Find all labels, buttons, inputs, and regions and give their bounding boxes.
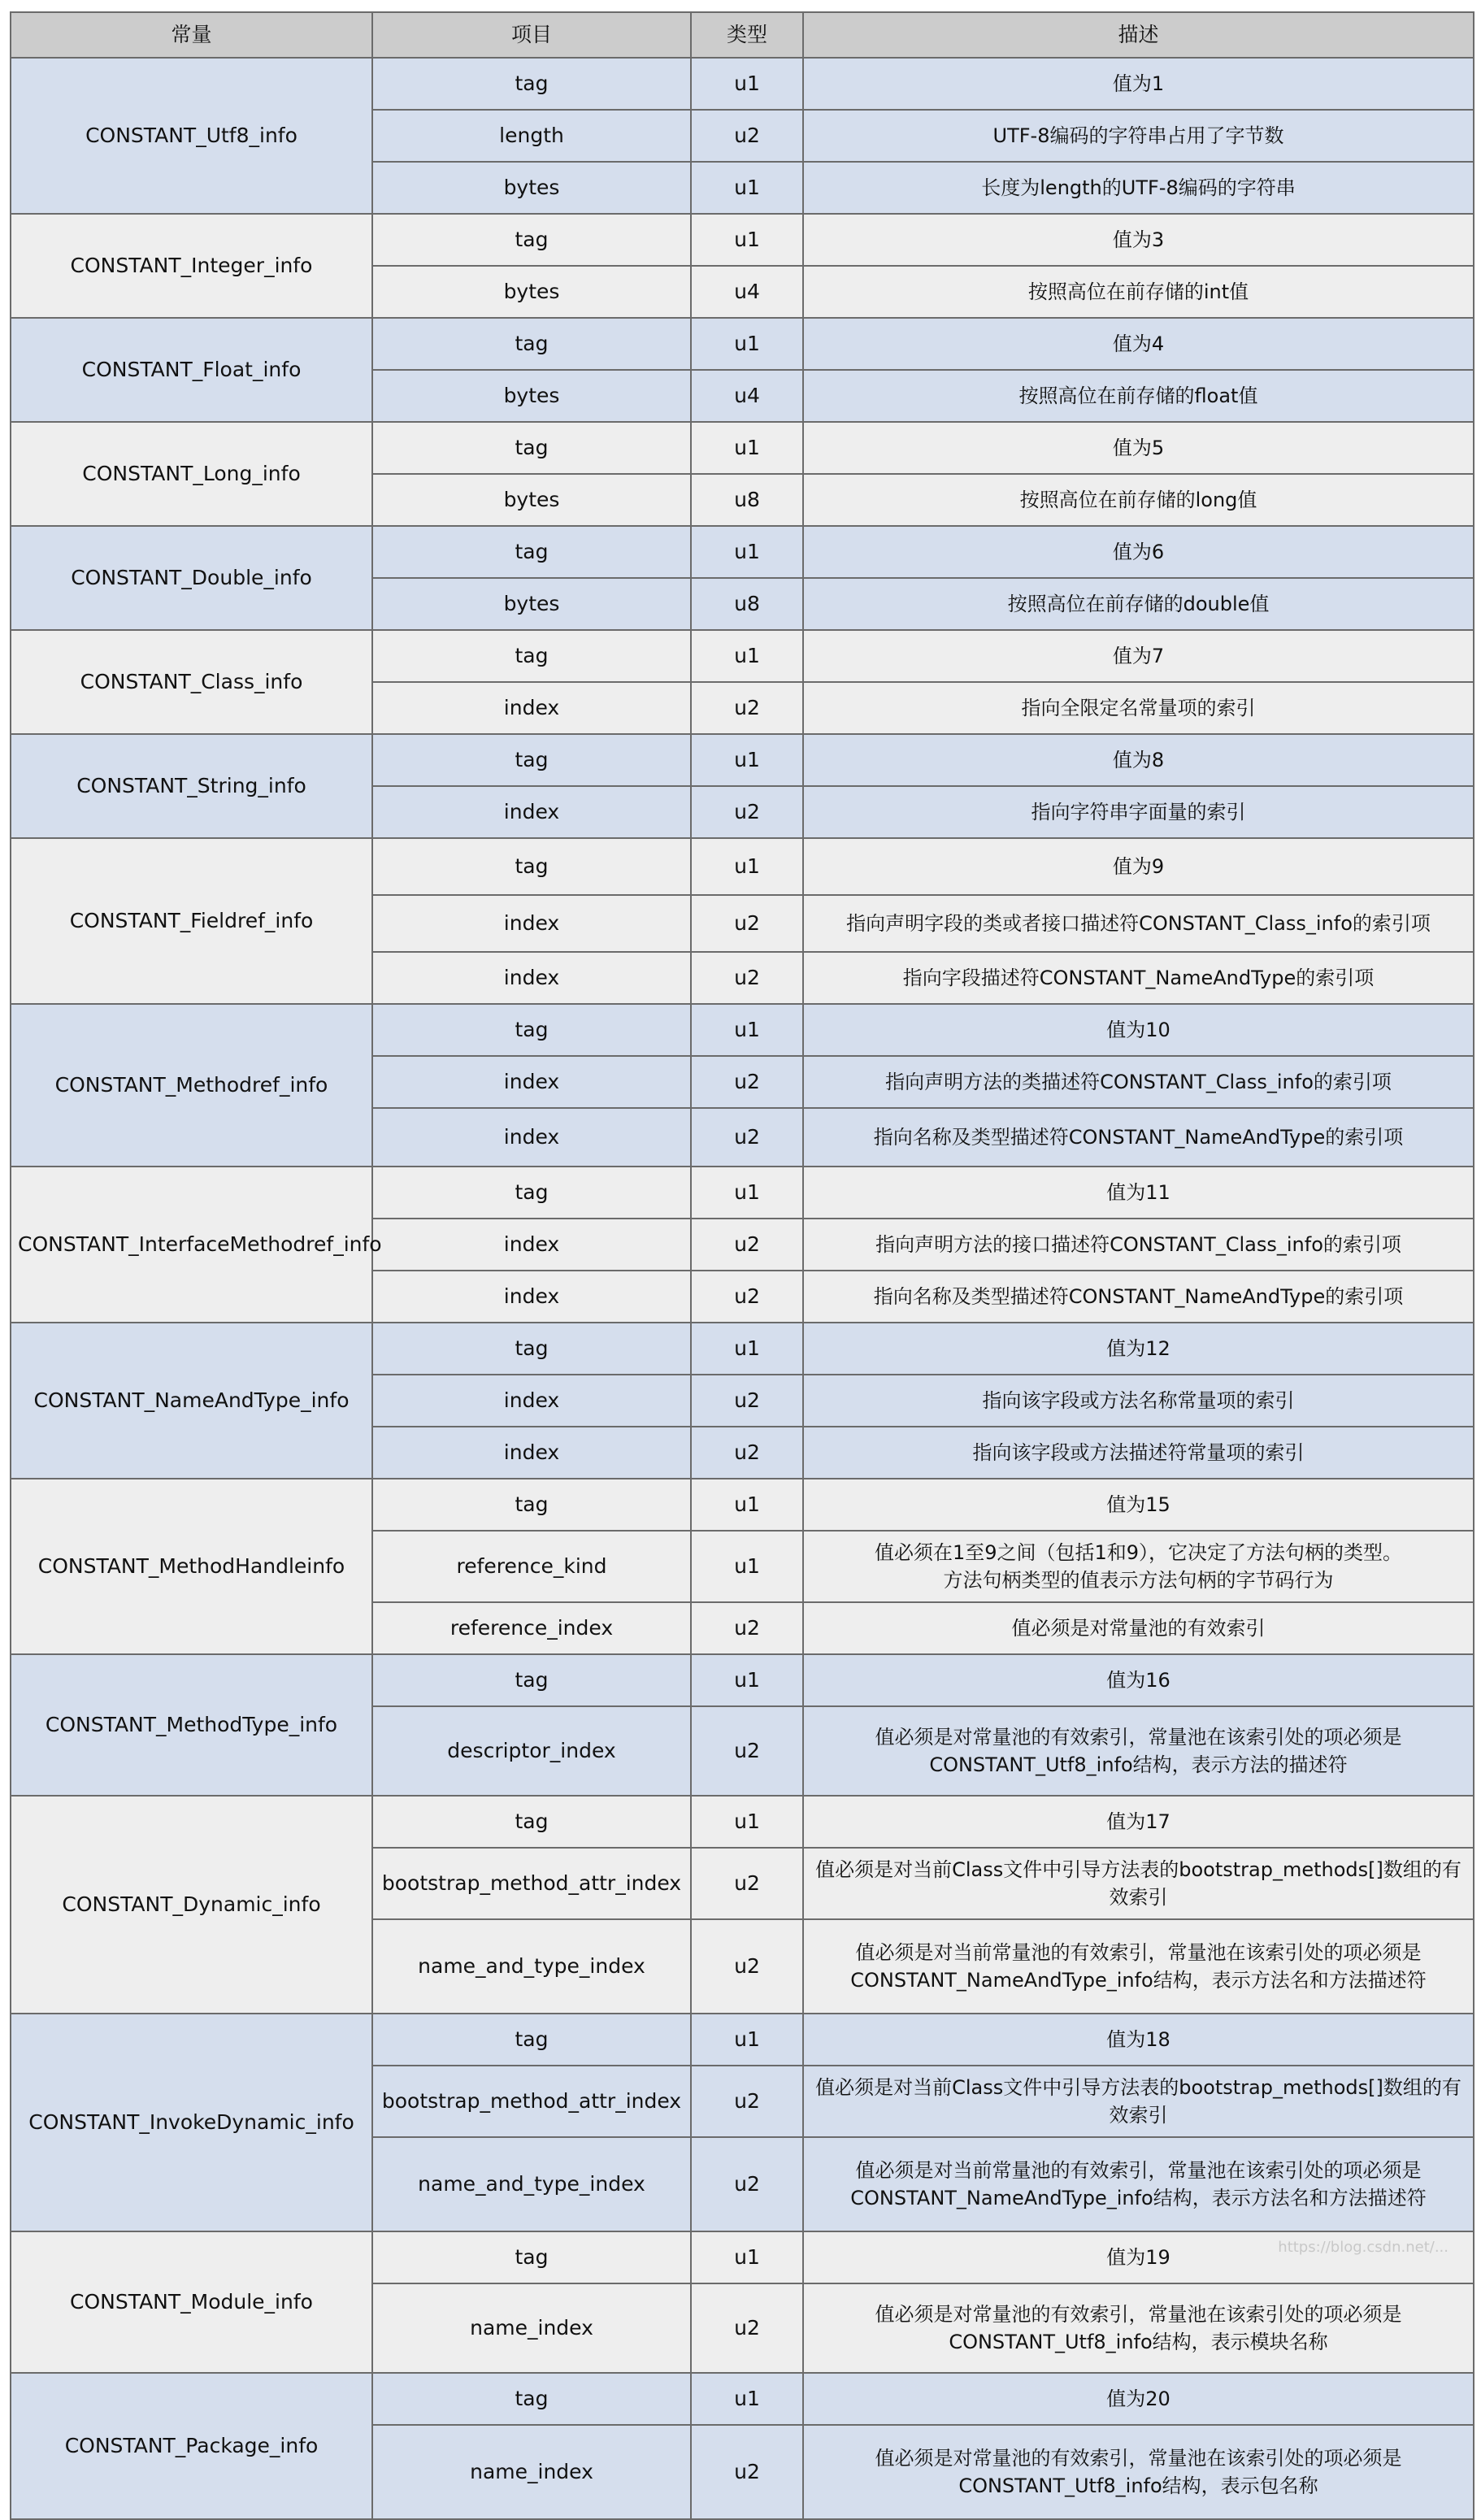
table-row bbox=[11, 318, 1474, 370]
table-row bbox=[11, 734, 1474, 786]
item-cell: tag bbox=[372, 838, 691, 895]
type-cell: u2 bbox=[691, 1427, 803, 1479]
type-cell: u1 bbox=[691, 214, 803, 266]
table-row bbox=[11, 838, 1474, 895]
item-cell: tag bbox=[372, 1004, 691, 1056]
item-cell: tag bbox=[372, 526, 691, 578]
type-cell: u1 bbox=[691, 526, 803, 578]
type-cell: u1 bbox=[691, 1654, 803, 1706]
item-cell: name_index bbox=[372, 2283, 691, 2373]
header-item: 项目 bbox=[372, 12, 691, 58]
table-row bbox=[11, 2231, 1474, 2283]
type-cell: u8 bbox=[691, 578, 803, 630]
type-cell: u1 bbox=[691, 1004, 803, 1056]
item-cell: index bbox=[372, 1219, 691, 1271]
constant-name-cell: CONSTANT_Methodref_info bbox=[11, 1004, 372, 1167]
description-cell: 指向该字段或方法名称常量项的索引 bbox=[803, 1375, 1474, 1427]
type-cell: u1 bbox=[691, 1531, 803, 1602]
type-cell: u1 bbox=[691, 58, 803, 110]
type-cell: u2 bbox=[691, 1219, 803, 1271]
item-cell: index bbox=[372, 1108, 691, 1167]
type-cell: u1 bbox=[691, 162, 803, 214]
item-cell: index bbox=[372, 1271, 691, 1323]
description-cell: 指向声明字段的类或者接口描述符CONSTANT_Class_info的索引项 bbox=[803, 895, 1474, 952]
item-cell: index bbox=[372, 682, 691, 734]
type-cell: u2 bbox=[691, 2425, 803, 2519]
constant-name-cell: CONSTANT_Class_info bbox=[11, 630, 372, 734]
item-cell: bytes bbox=[372, 370, 691, 422]
type-cell: u2 bbox=[691, 1375, 803, 1427]
description-cell: 指向字段描述符CONSTANT_NameAndType的索引项 bbox=[803, 952, 1474, 1004]
constant-name-cell: CONSTANT_Fieldref_info bbox=[11, 838, 372, 1004]
item-cell: bytes bbox=[372, 266, 691, 318]
watermark-text: https://blog.csdn.net/... bbox=[1278, 2239, 1448, 2256]
type-cell: u1 bbox=[691, 422, 803, 474]
table-row bbox=[11, 214, 1474, 266]
table-row bbox=[11, 1479, 1474, 1531]
constant-name-cell: CONSTANT_Double_info bbox=[11, 526, 372, 630]
description-cell: 值为19 bbox=[803, 2231, 1474, 2283]
type-cell: u1 bbox=[691, 318, 803, 370]
item-cell: bootstrap_method_attr_index bbox=[372, 2066, 691, 2137]
description-cell: 长度为length的UTF-8编码的字符串 bbox=[803, 162, 1474, 214]
constant-name-cell: CONSTANT_Float_info bbox=[11, 318, 372, 422]
item-cell: index bbox=[372, 952, 691, 1004]
item-cell: tag bbox=[372, 2014, 691, 2066]
description-cell: 值为5 bbox=[803, 422, 1474, 474]
type-cell: u1 bbox=[691, 630, 803, 682]
item-cell: bytes bbox=[372, 162, 691, 214]
type-cell: u2 bbox=[691, 2137, 803, 2231]
type-cell: u1 bbox=[691, 2373, 803, 2425]
type-cell: u4 bbox=[691, 266, 803, 318]
table-row bbox=[11, 630, 1474, 682]
constant-name-cell: CONSTANT_InvokeDynamic_info bbox=[11, 2014, 372, 2231]
description-cell: 值为1 bbox=[803, 58, 1474, 110]
item-cell: tag bbox=[372, 1167, 691, 1219]
type-cell: u1 bbox=[691, 734, 803, 786]
table-row bbox=[11, 58, 1474, 110]
item-cell: index bbox=[372, 1056, 691, 1108]
type-cell: u2 bbox=[691, 682, 803, 734]
item-cell: tag bbox=[372, 214, 691, 266]
type-cell: u2 bbox=[691, 1056, 803, 1108]
description-cell: 值为12 bbox=[803, 1323, 1474, 1375]
description-cell: 值为20 bbox=[803, 2373, 1474, 2425]
item-cell: index bbox=[372, 1427, 691, 1479]
type-cell: u1 bbox=[691, 1167, 803, 1219]
description-cell: 值为3 bbox=[803, 214, 1474, 266]
description-cell: 值必须是对当前常量池的有效索引，常量池在该索引处的项必须是 CONSTANT_NameAndType_info结构，表示方法名和方法描述符 bbox=[803, 2137, 1474, 2231]
description-cell: 值必须是对常量池的有效索引，常量池在该索引处的项必须是 CONSTANT_Utf8_info结构，表示包名称 bbox=[803, 2425, 1474, 2519]
table-row bbox=[11, 1796, 1474, 1848]
constant-name-cell: CONSTANT_Module_info bbox=[11, 2231, 372, 2373]
item-cell: tag bbox=[372, 2373, 691, 2425]
item-cell: tag bbox=[372, 630, 691, 682]
description-cell: 值为16 bbox=[803, 1654, 1474, 1706]
table-row bbox=[11, 422, 1474, 474]
type-cell: u1 bbox=[691, 2231, 803, 2283]
description-cell: 按照高位在前存储的float值 bbox=[803, 370, 1474, 422]
item-cell: tag bbox=[372, 1323, 691, 1375]
item-cell: tag bbox=[372, 2231, 691, 2283]
type-cell: u1 bbox=[691, 1479, 803, 1531]
type-cell: u2 bbox=[691, 1271, 803, 1323]
type-cell: u1 bbox=[691, 838, 803, 895]
description-cell: 值为7 bbox=[803, 630, 1474, 682]
constant-pool-table bbox=[10, 11, 1474, 2520]
item-cell: reference_index bbox=[372, 1602, 691, 1654]
type-cell: u2 bbox=[691, 895, 803, 952]
description-cell: 指向名称及类型描述符CONSTANT_NameAndType的索引项 bbox=[803, 1271, 1474, 1323]
description-cell: 值必须在1至9之间（包括1和9），它决定了方法句柄的类型。 方法句柄类型的值表示方法句柄的字节码行为 bbox=[803, 1531, 1474, 1602]
item-cell: reference_kind bbox=[372, 1531, 691, 1602]
constant-name-cell: CONSTANT_MethodType_info bbox=[11, 1654, 372, 1796]
item-cell: length bbox=[372, 110, 691, 162]
table-row bbox=[11, 2014, 1474, 2066]
type-cell: u1 bbox=[691, 2014, 803, 2066]
item-cell: name_index bbox=[372, 2425, 691, 2519]
header-description: 描述 bbox=[803, 12, 1474, 58]
item-cell: tag bbox=[372, 1654, 691, 1706]
description-cell: 指向声明方法的接口描述符CONSTANT_Class_info的索引项 bbox=[803, 1219, 1474, 1271]
table-row bbox=[11, 1004, 1474, 1056]
item-cell: descriptor_index bbox=[372, 1706, 691, 1796]
item-cell: tag bbox=[372, 1796, 691, 1848]
type-cell: u2 bbox=[691, 2066, 803, 2137]
type-cell: u2 bbox=[691, 1848, 803, 1919]
description-cell: UTF-8编码的字符串占用了字节数 bbox=[803, 110, 1474, 162]
type-cell: u1 bbox=[691, 1796, 803, 1848]
description-cell: 值必须是对当前Class文件中引导方法表的bootstrap_methods[]数组的有 效索引 bbox=[803, 1848, 1474, 1919]
constant-name-cell: CONSTANT_Utf8_info bbox=[11, 58, 372, 214]
header-type: 类型 bbox=[691, 12, 803, 58]
description-cell: 值为4 bbox=[803, 318, 1474, 370]
description-cell: 按照高位在前存储的double值 bbox=[803, 578, 1474, 630]
description-cell: 值为10 bbox=[803, 1004, 1474, 1056]
type-cell: u2 bbox=[691, 110, 803, 162]
description-cell: 值为18 bbox=[803, 2014, 1474, 2066]
description-cell: 值为17 bbox=[803, 1796, 1474, 1848]
type-cell: u2 bbox=[691, 1919, 803, 2014]
description-cell: 值必须是对当前常量池的有效索引，常量池在该索引处的项必须是 CONSTANT_NameAndType_info结构，表示方法名和方法描述符 bbox=[803, 1919, 1474, 2014]
description-cell: 值为11 bbox=[803, 1167, 1474, 1219]
table-row bbox=[11, 1654, 1474, 1706]
constant-name-cell: CONSTANT_InterfaceMethodref_info bbox=[11, 1167, 372, 1323]
description-cell: 指向名称及类型描述符CONSTANT_NameAndType的索引项 bbox=[803, 1108, 1474, 1167]
type-cell: u4 bbox=[691, 370, 803, 422]
type-cell: u8 bbox=[691, 474, 803, 526]
type-cell: u2 bbox=[691, 1108, 803, 1167]
type-cell: u2 bbox=[691, 1706, 803, 1796]
table-row bbox=[11, 2373, 1474, 2425]
description-cell: 指向字符串字面量的索引 bbox=[803, 786, 1474, 838]
item-cell: index bbox=[372, 786, 691, 838]
type-cell: u2 bbox=[691, 786, 803, 838]
type-cell: u2 bbox=[691, 1602, 803, 1654]
constant-name-cell: CONSTANT_String_info bbox=[11, 734, 372, 838]
description-cell: 值必须是对常量池的有效索引 bbox=[803, 1602, 1474, 1654]
type-cell: u2 bbox=[691, 2283, 803, 2373]
description-cell: 值必须是对常量池的有效索引，常量池在该索引处的项必须是 CONSTANT_Utf8_info结构，表示模块名称 bbox=[803, 2283, 1474, 2373]
item-cell: tag bbox=[372, 58, 691, 110]
constant-name-cell: CONSTANT_Long_info bbox=[11, 422, 372, 526]
constant-name-cell: CONSTANT_Package_info bbox=[11, 2373, 372, 2519]
item-cell: name_and_type_index bbox=[372, 1919, 691, 2014]
table-body bbox=[11, 58, 1474, 2519]
description-cell: 按照高位在前存储的int值 bbox=[803, 266, 1474, 318]
constant-name-cell: CONSTANT_NameAndType_info bbox=[11, 1323, 372, 1479]
description-cell: 指向声明方法的类描述符CONSTANT_Class_info的索引项 bbox=[803, 1056, 1474, 1108]
description-cell: 值为9 bbox=[803, 838, 1474, 895]
constant-name-cell: CONSTANT_MethodHandleinfo bbox=[11, 1479, 372, 1654]
description-cell: 值必须是对当前Class文件中引导方法表的bootstrap_methods[]数组的有 效索引 bbox=[803, 2066, 1474, 2137]
description-cell: 值必须是对常量池的有效索引，常量池在该索引处的项必须是 CONSTANT_Utf8_info结构，表示方法的描述符 bbox=[803, 1706, 1474, 1796]
item-cell: bytes bbox=[372, 474, 691, 526]
type-cell: u2 bbox=[691, 952, 803, 1004]
header-constant: 常量 bbox=[11, 12, 372, 58]
table-row bbox=[11, 1323, 1474, 1375]
item-cell: bootstrap_method_attr_index bbox=[372, 1848, 691, 1919]
constant-name-cell: CONSTANT_Dynamic_info bbox=[11, 1796, 372, 2014]
constant-name-cell: CONSTANT_Integer_info bbox=[11, 214, 372, 318]
description-cell: 值为8 bbox=[803, 734, 1474, 786]
item-cell: index bbox=[372, 895, 691, 952]
item-cell: bytes bbox=[372, 578, 691, 630]
table-row bbox=[11, 1167, 1474, 1219]
item-cell: index bbox=[372, 1375, 691, 1427]
table-row bbox=[11, 526, 1474, 578]
table-header-row bbox=[11, 12, 1474, 58]
type-cell: u1 bbox=[691, 1323, 803, 1375]
item-cell: tag bbox=[372, 1479, 691, 1531]
description-cell: 指向该字段或方法描述符常量项的索引 bbox=[803, 1427, 1474, 1479]
item-cell: tag bbox=[372, 422, 691, 474]
description-cell: 值为6 bbox=[803, 526, 1474, 578]
item-cell: tag bbox=[372, 734, 691, 786]
description-cell: 按照高位在前存储的long值 bbox=[803, 474, 1474, 526]
item-cell: tag bbox=[372, 318, 691, 370]
item-cell: name_and_type_index bbox=[372, 2137, 691, 2231]
description-cell: 值为15 bbox=[803, 1479, 1474, 1531]
description-cell: 指向全限定名常量项的索引 bbox=[803, 682, 1474, 734]
